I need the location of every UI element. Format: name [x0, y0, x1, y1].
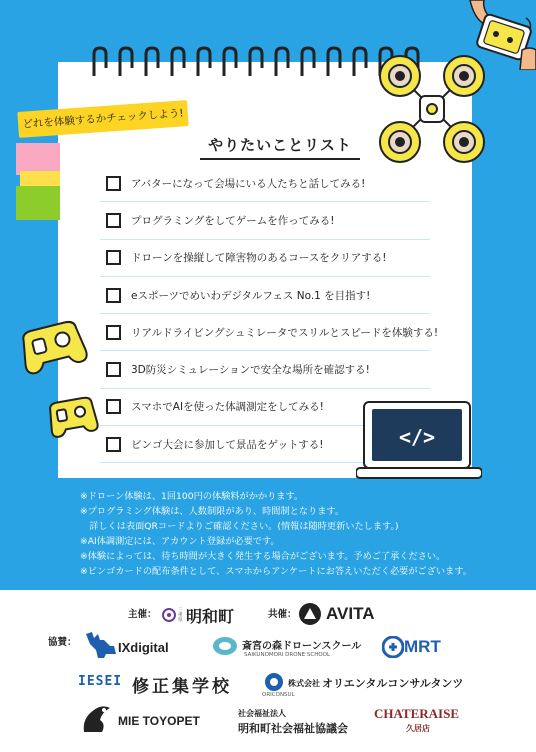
- checklist-item-label: ビンゴ大会に参加して景品をゲットする!: [131, 438, 324, 451]
- checklist-item[interactable]: [100, 240, 430, 277]
- notes: [80, 489, 520, 579]
- organizer-name: 明和町: [186, 607, 235, 626]
- oriental-logo-small: ORICONSUL: [262, 692, 295, 698]
- checklist-item-label: スマホでAIを使った体調測定をしてみる!: [131, 401, 324, 414]
- mie-toyopet-logo: MIE TOYOPET: [118, 714, 200, 728]
- note-line: ※プログラミング体験は、人数制限があり、時間制となります。: [80, 506, 345, 517]
- checkbox[interactable]: [106, 288, 121, 303]
- checklist-item[interactable]: [100, 277, 430, 314]
- shakyo-logo: 明和町社会福祉協議会: [238, 722, 348, 735]
- list-title-underline: [200, 158, 360, 160]
- checklist-item-label: 3D防災シミュレーションで安全な場所を確認する!: [131, 364, 370, 377]
- note-line: 詳しくは表面QRコードよりご確認ください。(情報は随時更新いたします。): [80, 521, 399, 532]
- checkbox[interactable]: [106, 437, 121, 452]
- organizer-prefix: 三重県: [178, 608, 183, 623]
- checklist-item-label: ドローンを操縦して障害物のあるコースをクリアする!: [131, 252, 387, 265]
- list-title: やりたいことリスト: [208, 136, 352, 154]
- checkbox[interactable]: [106, 176, 121, 191]
- checkbox[interactable]: [106, 250, 121, 265]
- checkbox[interactable]: [106, 325, 121, 340]
- chateraise-branch: 久居店: [406, 724, 430, 733]
- co-organizer-name: AVITA: [326, 604, 375, 623]
- meiwa-logo-icon: [162, 608, 176, 622]
- checkbox[interactable]: [106, 362, 121, 377]
- checklist-item-label: アバターになって会場にいる人たちと話してみる!: [131, 177, 366, 190]
- note-line: ※ビンゴカードの配布条件として、スマホからアンケートにお答えいただく必要がございます。: [80, 566, 472, 577]
- oriental-prefix: 株式会社: [288, 679, 320, 688]
- checklist-item-label: プログラミングをしてゲームを作ってみる!: [131, 214, 335, 227]
- checklist-item[interactable]: [100, 314, 439, 351]
- mrt-logo: MRT: [404, 637, 441, 656]
- co-organizer-label: 共催：: [268, 609, 297, 620]
- avita-logo-icon: [298, 602, 322, 626]
- drone-school-logo-icon: [212, 636, 238, 656]
- checkbox[interactable]: [106, 213, 121, 228]
- note-line: ※ドローン体験は、1回100円の体験料がかかります。: [80, 491, 304, 502]
- checklist-item[interactable]: [100, 165, 430, 202]
- checklist-item[interactable]: [100, 351, 430, 388]
- check-banner-text: どれを体験するかチェックしよう!: [22, 107, 184, 131]
- drone-icon: [376, 52, 488, 170]
- penguin-logo-icon: [80, 702, 116, 736]
- oriental-logo: オリエンタルコンサルタンツ: [322, 677, 464, 690]
- checklist-item-label: eスポーツでめいわデジタルフェス No.1 を目指す!: [131, 289, 371, 302]
- shakyo-prefix: 社会福祉法人: [238, 709, 286, 718]
- ixdigital-logo: IXdigital: [118, 640, 169, 655]
- checklist-item[interactable]: [100, 202, 430, 239]
- note-line: ※体験によっては、待ち時間が大きく発生する場合がございます。予めご了承ください。: [80, 551, 446, 562]
- supporter-label: 協賛：: [48, 637, 77, 648]
- mrt-logo-icon: [382, 636, 404, 658]
- laptop-code-icon: [356, 398, 482, 482]
- tab-stripe-green: [16, 186, 60, 220]
- drone-school-logo-en: SAIKUNOMORI DRONE SCHOOL: [244, 652, 331, 658]
- chateraise-logo: CHATERAISE: [374, 706, 460, 721]
- note-line: ※AI体調測定には、アカウント登録が必要です。: [80, 536, 280, 547]
- oriental-logo-icon: [264, 672, 284, 692]
- game-controller-icon: [18, 318, 88, 376]
- moose-logo-icon: [84, 630, 118, 660]
- game-controller-icon: [46, 394, 100, 442]
- shusei-logo-mark: IESEI: [78, 674, 123, 689]
- organizer-label: 主催：: [128, 609, 157, 620]
- checkbox[interactable]: [106, 399, 121, 414]
- shusei-logo: 修正集学校: [132, 677, 232, 697]
- laptop-code-glyph: </>: [398, 425, 436, 449]
- sponsor-area: [0, 590, 536, 752]
- checklist-item-label: リアルドライビングシュミレータでスリルとスピードを体験する!: [131, 326, 439, 339]
- drone-school-logo: 斎宮の森ドローンスクール: [242, 641, 362, 652]
